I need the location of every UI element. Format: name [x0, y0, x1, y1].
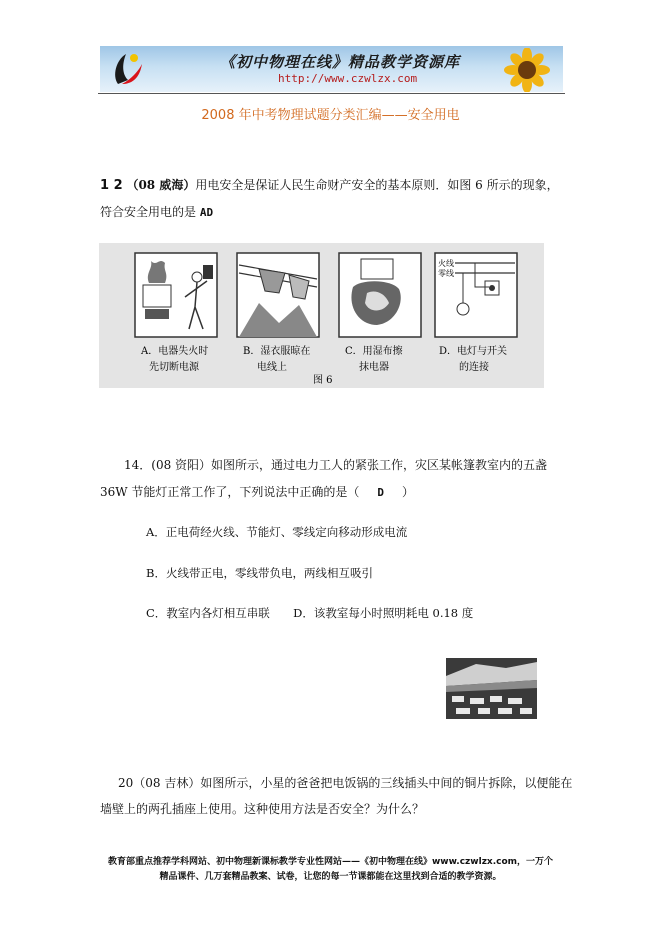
question-source: （08 威海）: [126, 178, 196, 192]
panel-a-label-1: A．电器失火时: [141, 346, 209, 357]
panel-d-label-2: 的连接: [459, 362, 489, 373]
banner-title: 《初中物理在线》精品教学资源库: [220, 53, 461, 71]
question-number: 1 2: [100, 178, 123, 193]
option-c-d-row: [146, 605, 473, 621]
panel-c-label-2: 抹电器: [359, 362, 389, 373]
sunflower-icon: [497, 48, 557, 92]
panel-a-label-2: 先切断电源: [149, 362, 199, 373]
question-text: 14．(08 资阳）如图所示，通过电力工人的紧张工作，灾区某帐篷教室内的五盏 36W 节能灯正常工作了，下列说法中正确的是（: [100, 458, 548, 499]
option-c: C．教室内各灯相互串联: [146, 606, 270, 620]
document-title: 2008 年中考物理试题分类汇编——安全用电: [201, 108, 460, 123]
question-14: [100, 452, 576, 506]
figure-caption: 图 6: [313, 375, 333, 386]
tent-classroom-photo: [446, 658, 537, 719]
answer: AD: [199, 206, 214, 219]
figure-6: [99, 243, 544, 388]
question-12: [100, 172, 570, 226]
question-20-line-2: 墙壁上的两孔插座上使用。这种使用方法是否安全？为什么？: [100, 802, 425, 816]
panel-d-lamp-switch-icon: [435, 253, 517, 337]
answer: D: [377, 486, 385, 499]
panel-b-wet-clothes-icon: [237, 253, 319, 337]
banner-divider: [98, 93, 565, 94]
banner-url[interactable]: http://www.czwlzx.com: [278, 72, 418, 85]
option-b: B．火线带正电，零线带负电，两线相互吸引: [146, 566, 373, 580]
panel-b-label-1: B．湿衣服晾在: [243, 346, 311, 357]
footer-line-2: 精品课件、几万套精品教案、试卷，让您的每一节课都能在这里找到合适的教学资源。: [159, 872, 502, 882]
wire-label-neutral: 零线: [438, 269, 454, 278]
site-logo-icon: [108, 50, 146, 88]
panel-c-label-1: C．用湿布擦: [345, 346, 403, 357]
option-d: D．该教室每小时照明耗电 0.18 度: [293, 606, 474, 620]
question-text: 用电安全是保证人民生命财产安全的基本原则．如图 6 所示的现象，符合安全用电的是: [100, 178, 559, 219]
panel-d-label-1: D．电灯与开关: [439, 346, 508, 357]
question-text-end: ）: [402, 485, 415, 499]
header-banner: [100, 46, 563, 92]
question-20-line-1: 20（08 吉林）如图所示，小星的爸爸把电饭锅的三线插头中间的铜片拆除，以便能在: [118, 776, 573, 790]
panel-a-fire-icon: [135, 253, 217, 337]
panel-c-wet-cloth-icon: [339, 253, 421, 337]
footer-line-1: 教育部重点推荐学科网站、初中物理新课标教学专业性网站——《初中物理在线》www.czwlzx.com，一万个: [107, 857, 554, 867]
option-a: A．正电荷经火线、节能灯、零线定向移动形成电流: [146, 525, 408, 539]
panel-b-label-2: 电线上: [257, 362, 287, 373]
footer: [70, 855, 591, 885]
wire-label-live: 火线: [438, 259, 454, 268]
